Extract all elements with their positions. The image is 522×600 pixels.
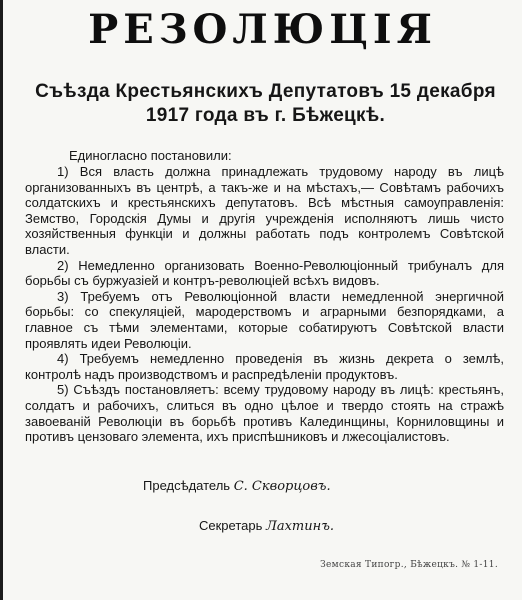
resolution-point-3: 3) Требуемъ отъ Революціонной власти немедленной энергичной борьбы: со спекуляціей, мародерствомъ и аграрными безпорядками, а главное съ тѣми элементами, которые собатируютъ Совѣтской власти проявлять идеи Революціи. <box>25 288 504 351</box>
chairman-signature <box>143 478 331 494</box>
chairman-name: С. Скворцовъ. <box>233 479 331 494</box>
resolution-body <box>25 164 504 445</box>
resolution-point-2: 2) Немедленно организовать Военно-Революціонный трибуналъ для борьбы съ буржуазіей и контръ-революціей всѣхъ видовъ. <box>25 257 504 289</box>
secretary-name: Лахтинъ. <box>266 519 334 534</box>
secretary-signature <box>199 518 334 534</box>
preamble: Единогласно постановили: <box>69 148 232 163</box>
resolution-point-5: 5) Съѣздъ постановляетъ: всему трудовому народу въ лицѣ: крестьянъ, солдатъ и рабочихъ, слиться въ одно цѣлое и твердо стоять на стражѣ завоеваній Революціи въ борьбѣ противъ Калединщины, Корниловщины и противъ цензоваго элемента, ихъ приспѣшниковъ и лжесоціалистовъ. <box>25 382 504 445</box>
secretary-label: Секретарь <box>199 518 263 533</box>
resolution-point-4: 4) Требуемъ немедленно проведенія въ жизнь декрета о землѣ, контролѣ надъ производствомъ и распредѣленіи продуктовъ. <box>25 351 504 382</box>
chairman-label: Предсѣдатель <box>143 478 231 493</box>
document-title: РЕЗОЛЮЦІЯ <box>88 6 437 53</box>
document-subtitle: Съѣзда Крестьянскихъ Депутатовъ 15 декабря 1917 года въ г. Бѣжецкѣ. <box>35 81 496 126</box>
printer-imprint: Земская Типогр., Бѣжецкъ. № 1-11. <box>320 560 498 570</box>
resolution-point-1: 1) Вся власть должна принадлежать трудовому народу въ лицѣ организованныхъ въ центрѣ, а такъ-же и на мѣстахъ,— Совѣтамъ рабочихъ солдатскихъ и крестьянскихъ депутатовъ. Всѣ мѣстныя самоуправленія: Земство, Городскія Думы и другія учрежденія исполняютъ лишь чисто хозяйственныя функціи и должны работать подъ контролемъ Совѣтской власти. <box>25 164 504 257</box>
